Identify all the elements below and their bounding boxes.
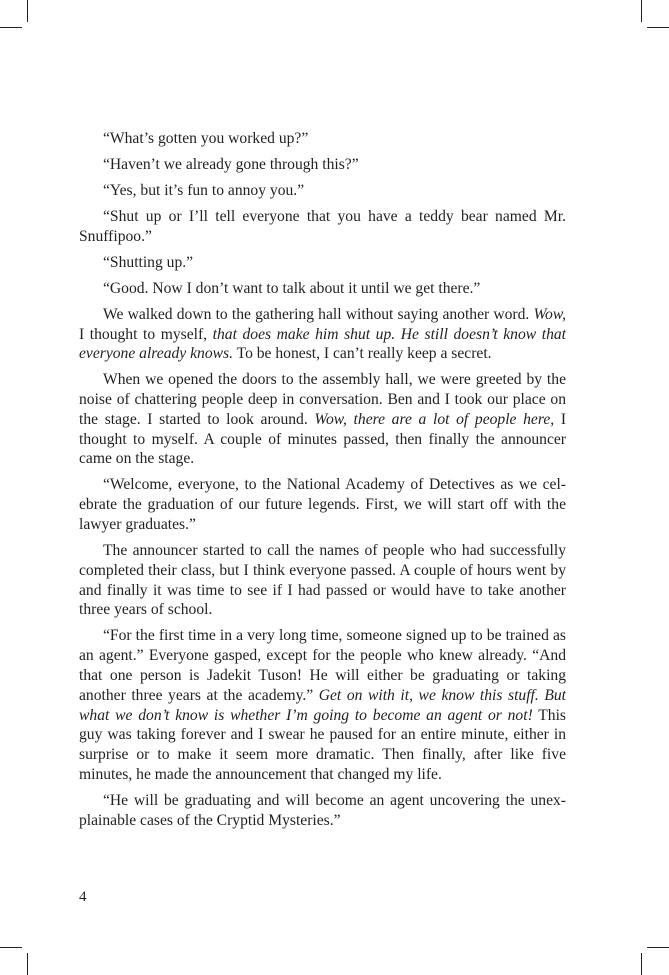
paragraph: [79, 207, 566, 247]
crop-mark-top-left-horizontal: [0, 27, 22, 28]
paragraph: [79, 626, 566, 784]
italic-thought: that does make him shut up. He still doesn’t know that everyone already knows.: [79, 325, 566, 363]
text-run: When we opened the doors to the assembly hall, we were greeted by the noise of chattering people deep in conversation. Ben and I took our place on the stage. I started to look around.: [79, 371, 566, 428]
paragraph: [79, 541, 566, 620]
text-run: “Shut up or I’ll tell everyone that you have a teddy bear named Mr. Snuffipoo.”: [79, 207, 566, 245]
crop-mark-bottom-left-horizontal: [0, 947, 22, 948]
text-run: “Yes, but it’s fun to annoy you.”: [103, 181, 305, 199]
text-run: “Shutting up.”: [103, 253, 194, 271]
paragraph: [79, 370, 566, 469]
paragraph: [79, 791, 566, 831]
crop-mark-top-left-vertical: [27, 0, 28, 22]
page-number: 4: [79, 889, 87, 905]
text-run: I thought to myself. A couple of minutes passed, then finally the announcer came on the stage.: [79, 410, 567, 468]
paragraph: [79, 155, 566, 175]
crop-mark-bottom-left-vertical: [27, 953, 28, 975]
text-run: “Haven’t we already gone through this?”: [103, 155, 359, 173]
italic-thought: Wow, there are a lot of people here,: [314, 410, 555, 428]
text-run: I thought to myself,: [79, 325, 213, 343]
text-run: “What’s gotten you worked up?”: [103, 130, 309, 147]
crop-mark-bottom-right-horizontal: [647, 947, 669, 948]
text-run: This guy was taking forever and I swear he paused for an entire minute, either in surprise or to make it seem more dramatic. Then finally, after like five minutes, he made the announcement that changed my life.: [79, 706, 566, 783]
text-run: “Good. Now I don’t want to talk about it until we get there.”: [103, 279, 481, 297]
paragraph: [79, 181, 566, 201]
paragraph: [79, 279, 566, 299]
paragraph: [79, 305, 566, 364]
body-text: [79, 129, 566, 831]
text-run: “He will be graduating and will become an agent uncovering the unexplainable cases of the Cryptid Mysteries.”: [79, 791, 566, 829]
crop-mark-top-right-horizontal: [647, 27, 669, 28]
paragraph: [79, 475, 566, 534]
italic-thought: Get on with it, we know this stuff. But what we don’t know is whether I’m going to become an agent or not!: [79, 686, 567, 724]
paragraph: [79, 253, 566, 273]
crop-mark-top-right-vertical: [641, 0, 642, 22]
text-run: “For the first time in a very long time, someone signed up to be trained as an agent.” Everyone gasped, except for the people who knew already. “And that one person is Jadekit Tuson! He will either be graduating or taking another three years at the academy.”: [79, 627, 566, 704]
text-run: “Welcome, everyone, to the National Academy of Detectives as we celebrate the graduation of our future legends. First, we will start off with the lawyer graduates.”: [79, 476, 566, 534]
text-run: The announcer started to call the names of people who had successfully completed their class, but I think everyone passed. A couple of hours went by and finally it was time to see if I had passed or would have to take another three years of school.: [79, 542, 566, 619]
paragraph: [79, 129, 566, 149]
text-run: We walked down to the gathering hall without saying another word.: [103, 305, 534, 323]
italic-thought: Wow,: [533, 305, 566, 323]
crop-mark-bottom-right-vertical: [641, 953, 642, 975]
text-run: To be honest, I can’t really keep a secret.: [233, 345, 492, 363]
